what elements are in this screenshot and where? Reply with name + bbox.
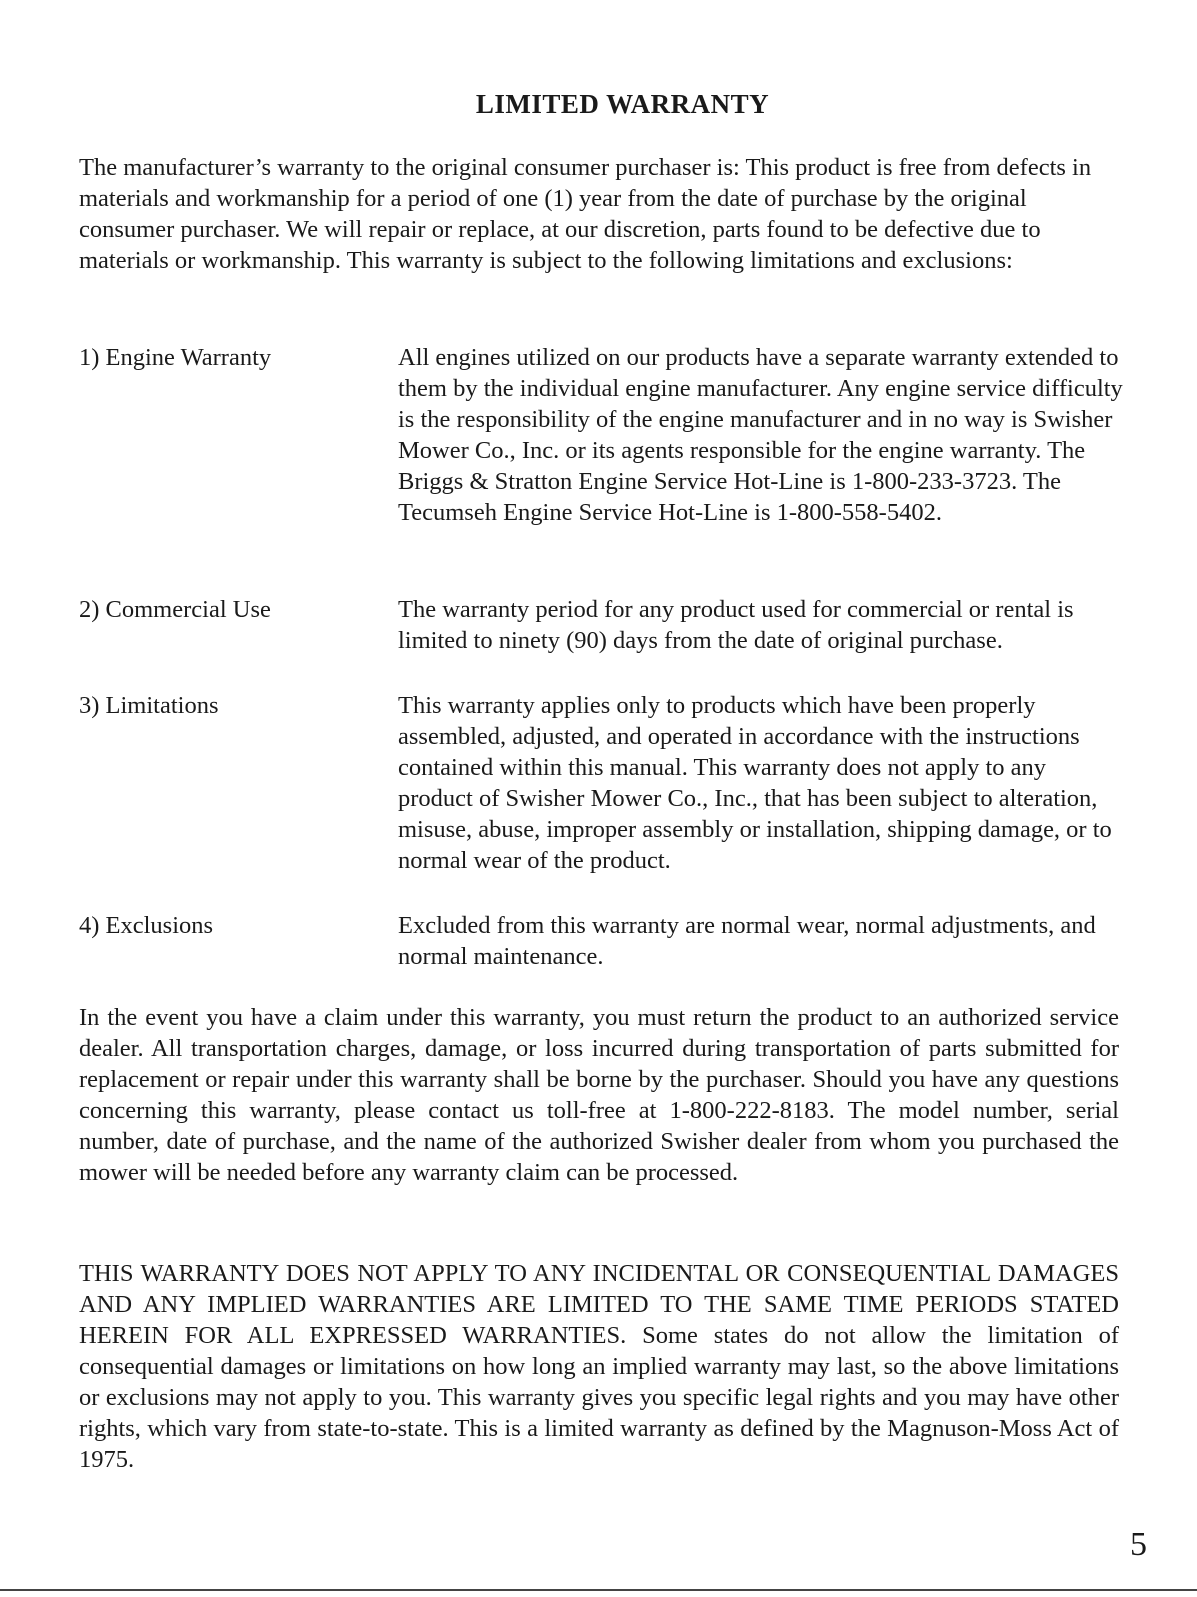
section-label: 4) Exclusions — [79, 912, 214, 939]
section-label: 1) Engine Warranty — [79, 344, 272, 371]
claim-paragraph: In the event you have a claim under this warranty, you must return the product to an authorized service dealer. All transportation charges, damage, or loss incurred during transportation of parts submitted for replacement or repair under this warranty shall be borne by the purchaser. Should you have any questions concerning this warranty, please contact us toll-free at 1-800-222-8183. The model number, serial number, date of purchase, and the name of the authorized Swisher dealer from whom you purchased the mower will be needed before any warranty claim can be processed. — [79, 1004, 1119, 1186]
section-label: 3) Limitations — [79, 692, 219, 719]
section-text: All engines utilized on our products have a separate warranty extended to them by the individual engine manufacturer. Any engine service difficulty is the responsibility of the engine manufacturer and in no way is Swisher Mower Co., Inc. or its agents responsible for the engine warranty. The Briggs & Stratton Engine Service Hot-Line is 1-800-233-3723. The Tecumseh Engine Service Hot-Line is 1-800-558-5402. — [398, 344, 1123, 526]
page-number: 5 — [1130, 1526, 1147, 1563]
section-text: This warranty applies only to products which have been properly assembled, adjusted, and operated in accordance with the instructions contained within this manual. This warranty does not apply to any product of Swisher Mower Co., Inc., that has been subject to alteration, misuse, abuse, improper assembly or installation, shipping damage, or to normal wear of the product. — [398, 692, 1112, 874]
disclaimer-paragraph: THIS WARRANTY DOES NOT APPLY TO ANY INCIDENTAL OR CONSEQUENTIAL DAMAGES AND ANY IMPLIED WARRANTIES ARE LIMITED TO THE SAME TIME PERIODS STATED HEREIN FOR ALL EXPRESSED WARRANTIES. Some states do not allow the limitation of consequential damages or limitations on how long an implied warranty may last, so the above limitations or exclusions may not apply to you. This warranty gives you specific legal rights and you may have other rights, which vary from state-to-state. This is a limited warranty as defined by the Magnuson-Moss Act of 1975. — [79, 1260, 1119, 1473]
section-text: Excluded from this warranty are normal wear, normal adjustments, and normal maintenance. — [398, 912, 1096, 970]
section-label: 2) Commercial Use — [79, 596, 271, 623]
page-title: LIMITED WARRANTY — [475, 89, 770, 119]
bottom-rule — [0, 1589, 1197, 1591]
section-text: The warranty period for any product used for commercial or rental is limited to ninety (90) days from the date of original purchase. — [398, 596, 1074, 654]
intro-paragraph: The manufacturer’s warranty to the original consumer purchaser is: This product is free from defects in materials and workmanship for a period of one (1) year from the date of purchase by the original consumer purchaser. We will repair or replace, at our discretion, parts found to be defective due to materials or workmanship. This warranty is subject to the following limitations and exclusions: — [79, 154, 1092, 274]
